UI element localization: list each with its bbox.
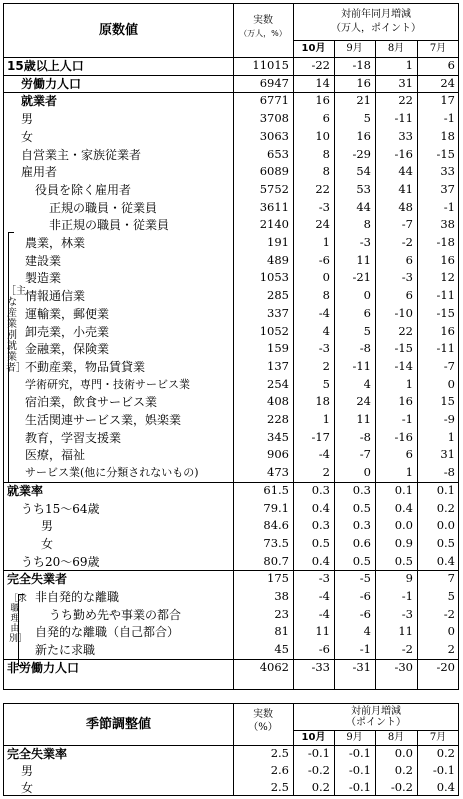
actual-value: 5752 bbox=[259, 181, 289, 196]
change-value: 0.5 bbox=[352, 553, 371, 568]
actual-value: 285 bbox=[267, 288, 289, 303]
change-value: 54 bbox=[356, 164, 371, 179]
month-header: 10月 bbox=[301, 43, 326, 54]
row-label: 自営業主・家族従業者 bbox=[21, 147, 142, 162]
actual-value: 137 bbox=[267, 358, 289, 373]
change-value: -18 bbox=[436, 235, 455, 249]
change-value: -0.1 bbox=[307, 746, 330, 760]
header-actual-unit: （%） bbox=[248, 722, 278, 733]
change-value: 0.4 bbox=[311, 553, 330, 568]
change-value: -14 bbox=[394, 358, 413, 373]
change-value: 16 bbox=[356, 128, 371, 143]
change-value: 44 bbox=[356, 199, 371, 214]
change-value: 16 bbox=[398, 394, 413, 409]
row-label: 非正規の職員・従業員 bbox=[49, 218, 170, 233]
seasonally-adjusted-table bbox=[3, 703, 459, 796]
actual-value: 73.5 bbox=[263, 535, 289, 550]
row-label: 15歳以上人口 bbox=[7, 59, 84, 73]
row-label: 教育，学習支援業 bbox=[25, 430, 122, 445]
change-value: 0.2 bbox=[394, 763, 413, 777]
change-value: 5 bbox=[363, 323, 371, 338]
row-label: 情報通信業 bbox=[25, 289, 86, 304]
row-label: 非自発的な離職 bbox=[35, 590, 120, 604]
change-value: 12 bbox=[440, 270, 455, 285]
row-label: 完全失業率 bbox=[7, 747, 68, 761]
change-value: -4 bbox=[318, 589, 330, 603]
actual-value: 1052 bbox=[259, 323, 289, 338]
change-value: 0.4 bbox=[436, 553, 455, 568]
change-value: 11 bbox=[315, 624, 330, 639]
change-value: -1 bbox=[401, 589, 413, 603]
row-label: 就業者 bbox=[21, 94, 58, 109]
actual-value: 4062 bbox=[259, 659, 289, 674]
actual-value: 345 bbox=[267, 429, 289, 444]
change-value: -15 bbox=[394, 341, 413, 356]
change-value: 8 bbox=[322, 288, 330, 303]
actual-value: 175 bbox=[267, 571, 289, 586]
actual-value: 38 bbox=[274, 589, 289, 603]
change-value: -30 bbox=[394, 659, 413, 674]
change-value: -2 bbox=[401, 642, 413, 657]
actual-value: 3708 bbox=[259, 111, 289, 126]
change-value: -3 bbox=[318, 571, 330, 586]
month-header: 7月 bbox=[429, 43, 447, 54]
actual-value: 6947 bbox=[259, 75, 289, 90]
change-value: 31 bbox=[398, 75, 413, 90]
change-value: -1 bbox=[359, 642, 371, 657]
change-value: -6 bbox=[359, 589, 371, 603]
change-value: -8 bbox=[443, 465, 455, 480]
change-value: 33 bbox=[398, 128, 413, 143]
row-label: 生活関連サービス業，娯楽業 bbox=[25, 413, 182, 427]
change-value: 16 bbox=[440, 252, 455, 267]
change-value: 0.1 bbox=[394, 482, 413, 497]
actual-value: 80.7 bbox=[263, 553, 289, 568]
actual-value: 79.1 bbox=[263, 500, 289, 515]
change-value: -10 bbox=[394, 305, 413, 320]
change-value: -5 bbox=[359, 571, 371, 586]
change-value: 6 bbox=[405, 252, 413, 267]
change-value: -18 bbox=[352, 58, 371, 72]
header-yoy-unit: （万人，ポイント） bbox=[331, 23, 421, 34]
actual-value: 2.5 bbox=[270, 780, 289, 794]
change-value: 0.1 bbox=[436, 482, 455, 497]
change-value: 5 bbox=[447, 589, 455, 603]
actual-value: 81 bbox=[274, 624, 289, 639]
change-value: -16 bbox=[394, 429, 413, 444]
change-value: 8 bbox=[322, 146, 330, 161]
change-value: -0.1 bbox=[348, 763, 371, 777]
original-values-table bbox=[3, 3, 459, 690]
change-value: 38 bbox=[440, 217, 455, 232]
change-value: 10 bbox=[315, 128, 330, 143]
change-value: -6 bbox=[318, 642, 330, 657]
change-value: -0.1 bbox=[348, 746, 371, 760]
row-label: サービス業(他に分類されないもの) bbox=[25, 466, 199, 480]
change-value: 48 bbox=[398, 199, 413, 214]
change-value: -1 bbox=[401, 412, 413, 426]
month-header: 8月 bbox=[387, 732, 405, 743]
row-label: 男 bbox=[21, 112, 34, 127]
row-label: 男 bbox=[21, 764, 34, 778]
change-value: 11 bbox=[398, 624, 413, 639]
change-value: 17 bbox=[440, 93, 455, 108]
change-value: 16 bbox=[356, 75, 371, 90]
actual-value: 61.5 bbox=[263, 482, 289, 497]
header-title: 原数値 bbox=[98, 23, 138, 38]
change-value: 16 bbox=[315, 93, 330, 108]
row-label: 非労働力人口 bbox=[7, 660, 80, 675]
change-value: 0.3 bbox=[311, 482, 330, 497]
header-title: 季節調整値 bbox=[85, 717, 151, 732]
change-value: -17 bbox=[311, 429, 330, 444]
change-value: -11 bbox=[436, 288, 455, 303]
change-value: 11 bbox=[356, 412, 371, 426]
change-value: -21 bbox=[352, 270, 371, 285]
actual-value: 2.5 bbox=[270, 746, 289, 760]
row-label: 女 bbox=[21, 129, 34, 144]
change-value: 0.3 bbox=[352, 482, 371, 497]
month-header: 9月 bbox=[346, 43, 363, 54]
change-value: 8 bbox=[363, 217, 371, 232]
change-value: 0.4 bbox=[394, 500, 413, 515]
month-header: 8月 bbox=[387, 43, 405, 54]
change-value: 0.5 bbox=[352, 500, 371, 515]
row-label: 労働力人口 bbox=[21, 76, 82, 91]
row-label: 卸売業，小売業 bbox=[25, 324, 110, 339]
change-value: -11 bbox=[394, 111, 413, 126]
actual-value: 3063 bbox=[259, 128, 289, 143]
change-value: 0.0 bbox=[394, 746, 413, 760]
row-label: 宿泊業，飲食サービス業 bbox=[25, 395, 158, 410]
row-label: 農業，林業 bbox=[25, 236, 86, 250]
change-value: -0.1 bbox=[348, 780, 371, 794]
change-value: 1 bbox=[405, 58, 413, 72]
change-value: -7 bbox=[401, 217, 413, 232]
change-value: -22 bbox=[311, 58, 330, 72]
change-value: 41 bbox=[398, 181, 413, 196]
change-value: 0 bbox=[363, 465, 371, 480]
actual-value: 906 bbox=[267, 447, 289, 462]
actual-value: 228 bbox=[267, 412, 289, 426]
change-value: -4 bbox=[318, 305, 330, 320]
change-value: 21 bbox=[356, 93, 371, 108]
header-yoy: 対前年同月増減 bbox=[341, 9, 411, 20]
row-label: うち勤め先や事業の都合 bbox=[49, 607, 182, 622]
change-value: -7 bbox=[359, 447, 371, 462]
change-value: 24 bbox=[315, 217, 330, 232]
actual-value: 653 bbox=[267, 146, 289, 161]
change-value: -11 bbox=[436, 341, 455, 356]
row-label: 正規の職員・従業員 bbox=[49, 200, 158, 215]
actual-value: 159 bbox=[267, 341, 289, 356]
actual-value: 45 bbox=[274, 642, 289, 657]
change-value: 0.5 bbox=[311, 535, 330, 550]
change-value: -33 bbox=[311, 659, 330, 674]
actual-value: 6089 bbox=[259, 164, 289, 179]
change-value: -31 bbox=[352, 659, 371, 674]
actual-value: 3611 bbox=[259, 199, 289, 214]
row-label: 新たに求職 bbox=[35, 643, 96, 658]
actual-value: 84.6 bbox=[263, 518, 289, 533]
change-value: 0.3 bbox=[352, 518, 371, 533]
change-value: 0.3 bbox=[311, 518, 330, 533]
change-value: 7 bbox=[447, 571, 455, 586]
change-value: 24 bbox=[440, 75, 455, 90]
change-value: -9 bbox=[443, 412, 455, 426]
row-label: うち20～69歳 bbox=[21, 554, 100, 569]
change-value: 6 bbox=[363, 305, 371, 320]
change-value: 0.2 bbox=[436, 746, 455, 760]
change-value: -15 bbox=[436, 146, 455, 161]
change-value: -2 bbox=[401, 235, 413, 249]
change-value: -3 bbox=[401, 606, 413, 621]
row-label: 製造業 bbox=[25, 271, 62, 286]
change-value: 0 bbox=[447, 376, 455, 391]
change-value: 22 bbox=[315, 181, 330, 196]
change-value: 0 bbox=[363, 288, 371, 303]
row-label: 運輸業，郵便業 bbox=[25, 306, 110, 321]
change-value: 0.4 bbox=[436, 780, 455, 794]
change-value: -0.2 bbox=[307, 763, 330, 777]
change-value: 6 bbox=[405, 447, 413, 462]
header-mom-unit: （ポイント） bbox=[346, 717, 406, 728]
actual-value: 11015 bbox=[252, 58, 289, 72]
header-actual-unit: （万人，%） bbox=[239, 29, 287, 38]
row-label: 雇用者 bbox=[21, 165, 58, 180]
row-label: 医療，福祉 bbox=[25, 448, 86, 463]
actual-value: 408 bbox=[267, 394, 289, 409]
change-value: -3 bbox=[318, 341, 330, 356]
change-value: 2 bbox=[322, 465, 330, 480]
table-header bbox=[4, 4, 458, 58]
change-value: 0.0 bbox=[394, 518, 413, 533]
change-value: -11 bbox=[352, 358, 371, 373]
row-label: 役員を除く雇用者 bbox=[35, 182, 132, 197]
actual-value: 2140 bbox=[259, 217, 289, 232]
change-value: 5 bbox=[322, 376, 330, 391]
change-value: 4 bbox=[322, 323, 330, 338]
change-value: -7 bbox=[443, 358, 455, 373]
change-value: -8 bbox=[359, 341, 371, 356]
change-value: -20 bbox=[436, 659, 455, 674]
row-label: うち15～64歳 bbox=[21, 501, 100, 516]
change-value: -1 bbox=[443, 111, 455, 126]
change-value: 4 bbox=[363, 376, 371, 391]
change-value: -1 bbox=[443, 199, 455, 214]
change-value: 1 bbox=[405, 376, 413, 391]
row-label: 不動産業，物品賃貸業 bbox=[25, 359, 146, 374]
change-value: 18 bbox=[315, 394, 330, 409]
change-value: -3 bbox=[359, 235, 371, 249]
change-value: 8 bbox=[322, 164, 330, 179]
change-value: 31 bbox=[440, 447, 455, 462]
change-value: 0.2 bbox=[311, 780, 330, 794]
row-label: 女 bbox=[41, 536, 54, 551]
change-value: 22 bbox=[398, 93, 413, 108]
change-value: 9 bbox=[405, 571, 413, 586]
change-value: 22 bbox=[398, 323, 413, 338]
row-label: 就業率 bbox=[7, 483, 44, 498]
header-mom: 対前月増減 bbox=[351, 706, 401, 717]
table-header bbox=[4, 704, 458, 746]
change-value: 0.0 bbox=[436, 518, 455, 533]
reason-side-label: ［求職理由別］ bbox=[9, 594, 28, 644]
change-value: 6 bbox=[447, 58, 455, 72]
header-actual: 実数 bbox=[253, 709, 273, 720]
change-value: -3 bbox=[318, 199, 330, 214]
change-value: 0.2 bbox=[436, 500, 455, 515]
header-actual: 実数 bbox=[253, 15, 273, 26]
change-value: 0.5 bbox=[394, 553, 413, 568]
month-header: 7月 bbox=[429, 732, 447, 743]
month-header: 9月 bbox=[346, 732, 363, 743]
change-value: 4 bbox=[363, 624, 371, 639]
change-value: 6 bbox=[405, 288, 413, 303]
actual-value: 473 bbox=[267, 465, 289, 480]
change-value: -2 bbox=[443, 606, 455, 621]
row-label: 建設業 bbox=[25, 253, 62, 268]
change-value: 0 bbox=[322, 270, 330, 285]
actual-value: 489 bbox=[267, 252, 289, 267]
change-value: 6 bbox=[322, 111, 330, 126]
change-value: 1 bbox=[322, 235, 330, 249]
row-label: 金融業，保険業 bbox=[25, 342, 110, 357]
change-value: -15 bbox=[436, 305, 455, 320]
row-label: 学術研究，専門・技術サービス業 bbox=[25, 377, 190, 391]
change-value: 44 bbox=[398, 164, 413, 179]
month-header: 10月 bbox=[301, 732, 326, 743]
actual-value: 254 bbox=[267, 376, 289, 391]
change-value: 24 bbox=[356, 394, 371, 409]
change-value: 0.9 bbox=[394, 535, 413, 550]
industry-side-label: ［主な産業別就業者］ bbox=[6, 286, 26, 374]
actual-value: 1053 bbox=[259, 270, 289, 285]
change-value: 0 bbox=[447, 624, 455, 639]
row-label: 完全失業者 bbox=[7, 572, 68, 587]
change-value: 53 bbox=[356, 181, 371, 196]
change-value: 1 bbox=[405, 465, 413, 480]
change-value: 0.4 bbox=[311, 500, 330, 515]
change-value: 0.6 bbox=[352, 535, 371, 550]
change-value: -8 bbox=[359, 429, 371, 444]
change-value: -16 bbox=[394, 146, 413, 161]
change-value: -0.1 bbox=[432, 763, 455, 777]
change-value: 2 bbox=[322, 358, 330, 373]
change-value: -6 bbox=[318, 252, 330, 267]
change-value: 18 bbox=[440, 128, 455, 143]
change-value: -4 bbox=[318, 447, 330, 462]
change-value: 5 bbox=[363, 111, 371, 126]
change-value: -6 bbox=[359, 606, 371, 621]
change-value: -4 bbox=[318, 606, 330, 621]
change-value: 16 bbox=[440, 323, 455, 338]
change-value: 0.5 bbox=[436, 535, 455, 550]
change-value: 1 bbox=[322, 412, 330, 426]
change-value: 15 bbox=[440, 394, 455, 409]
row-label: 自発的な離職（自己都合） bbox=[35, 625, 180, 640]
row-label: 女 bbox=[21, 781, 34, 795]
change-value: 1 bbox=[447, 429, 455, 444]
change-value: -29 bbox=[352, 146, 371, 161]
change-value: -3 bbox=[401, 270, 413, 285]
actual-value: 6771 bbox=[259, 93, 289, 108]
change-value: -0.2 bbox=[390, 780, 413, 794]
change-value: 33 bbox=[440, 164, 455, 179]
change-value: 2 bbox=[447, 642, 455, 657]
actual-value: 2.6 bbox=[270, 763, 289, 777]
actual-value: 23 bbox=[274, 606, 289, 621]
row-label: 男 bbox=[41, 519, 54, 534]
change-value: 11 bbox=[356, 252, 371, 267]
change-value: 14 bbox=[315, 75, 330, 90]
actual-value: 337 bbox=[267, 305, 289, 320]
change-value: 37 bbox=[440, 181, 455, 196]
actual-value: 191 bbox=[267, 235, 289, 249]
